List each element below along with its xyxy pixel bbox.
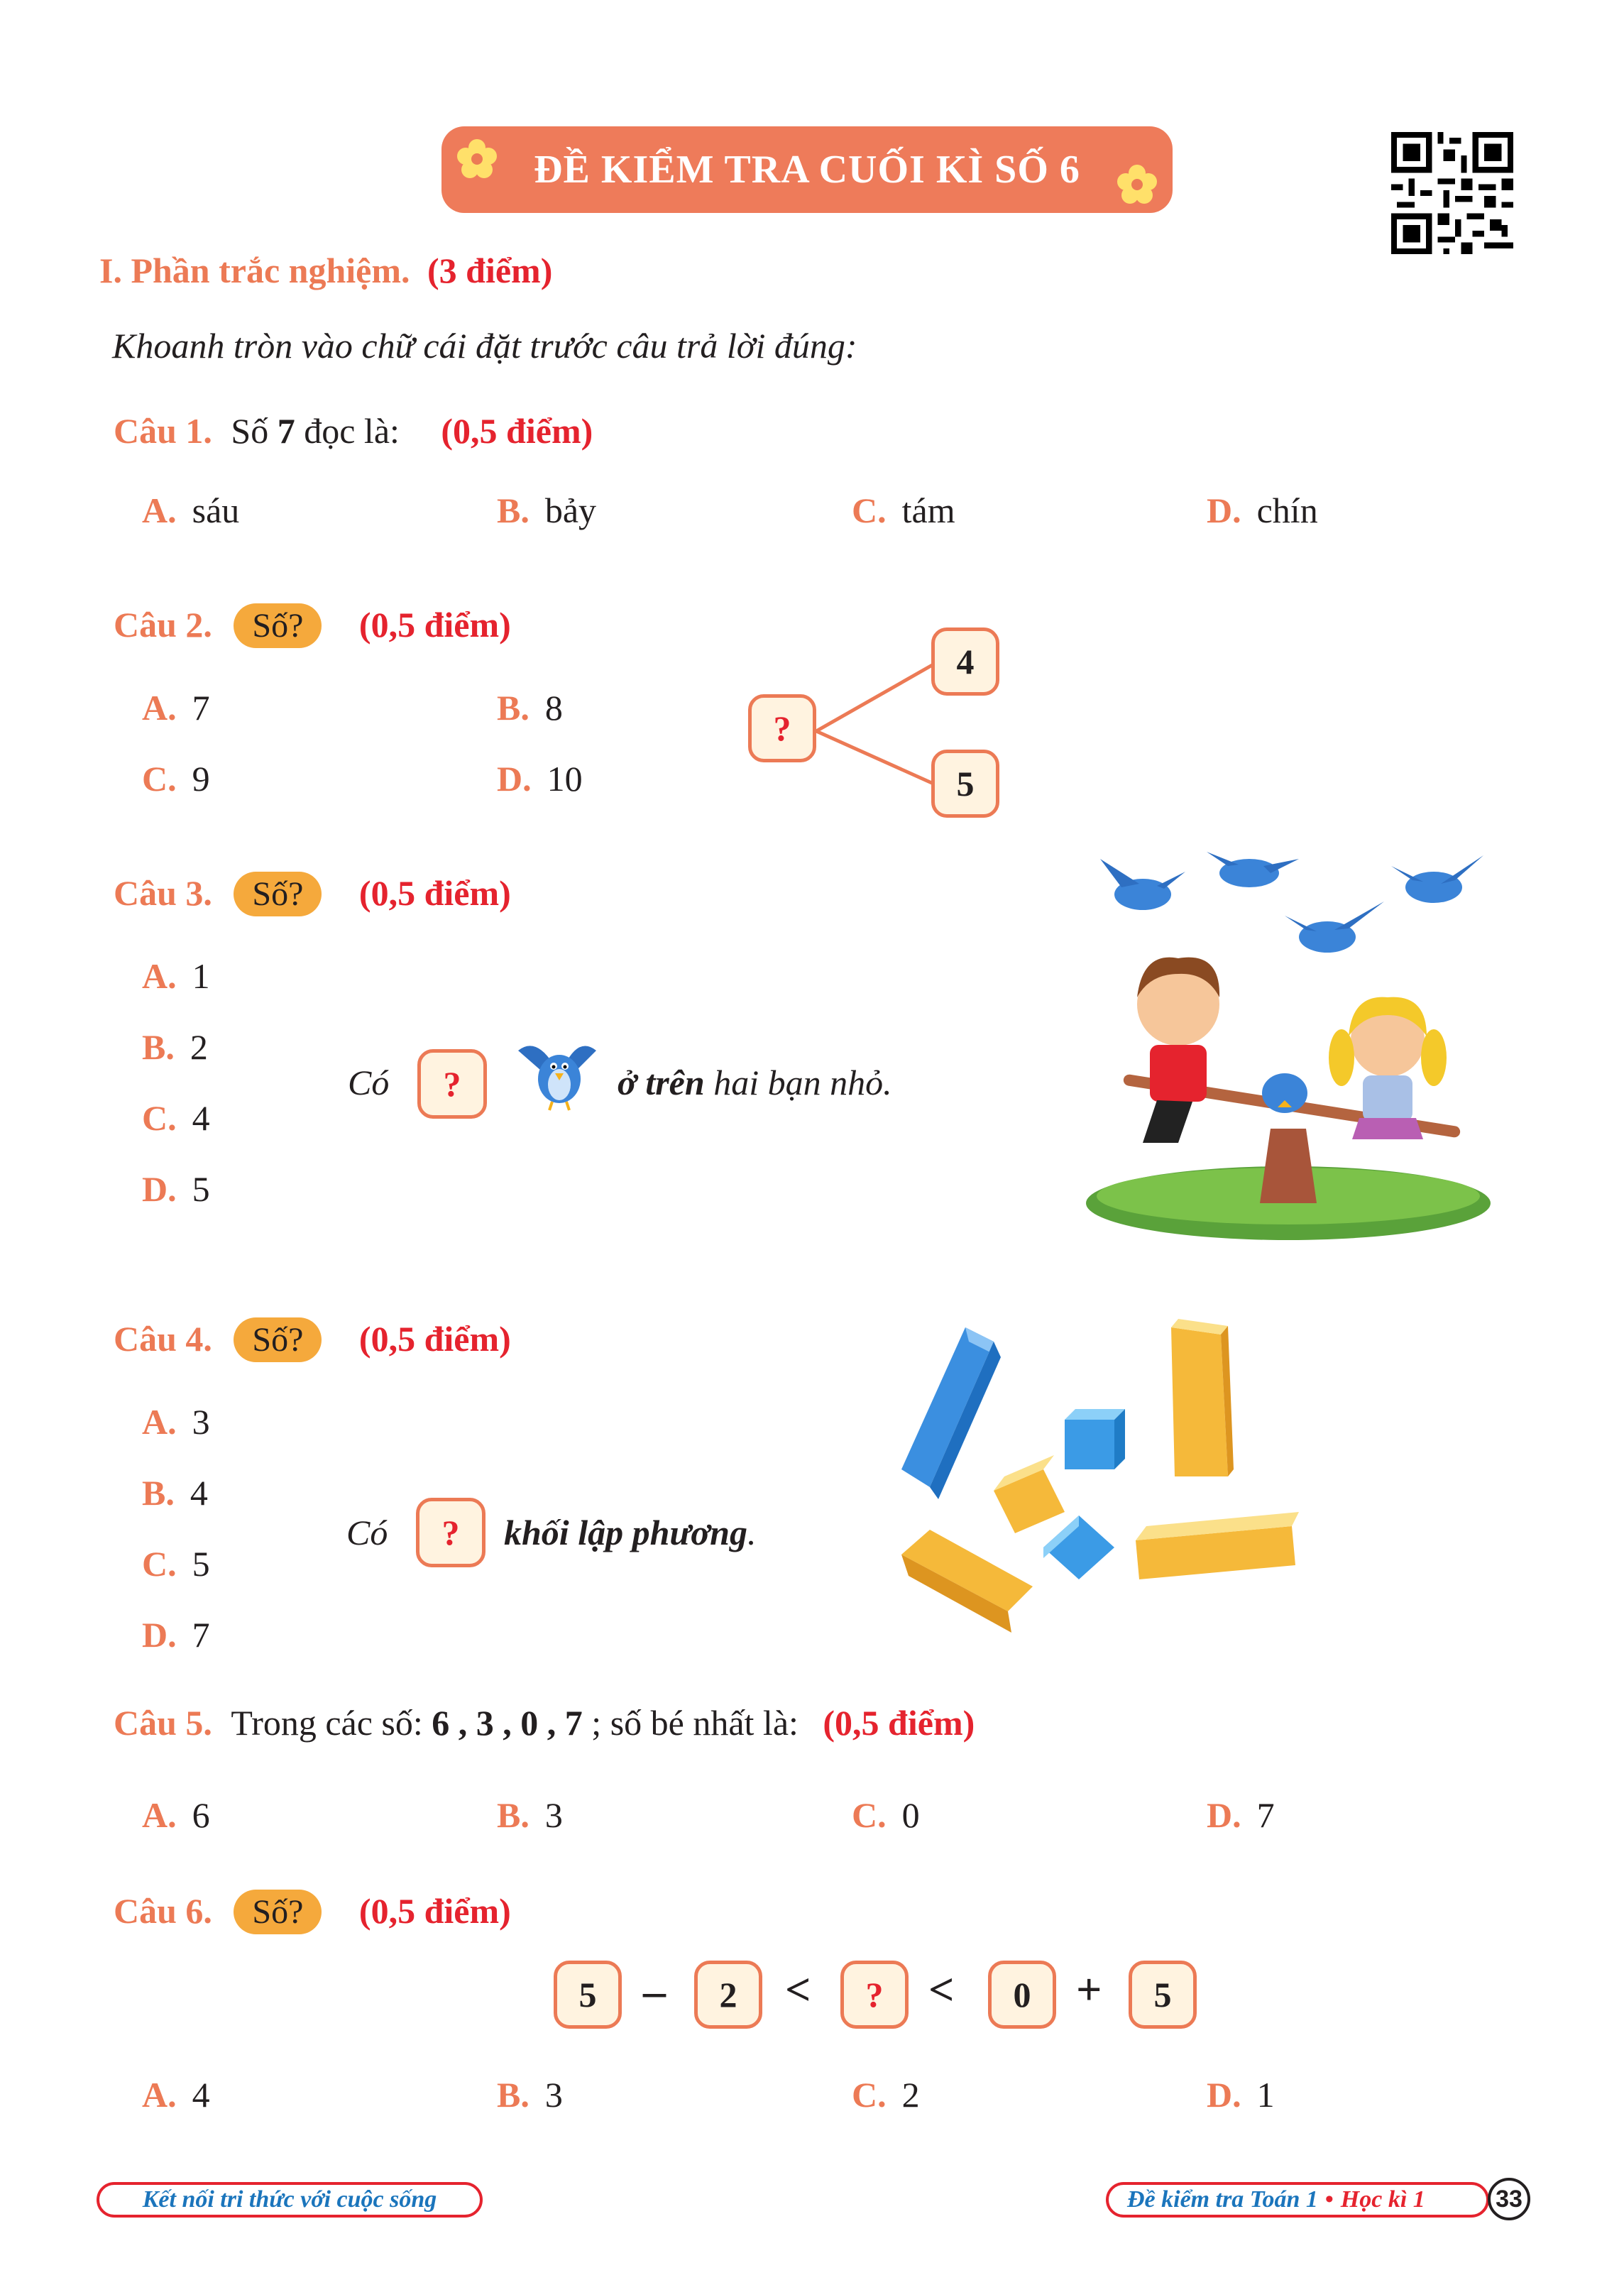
so-badge: Số? [234,1890,322,1934]
bird-icon [1100,859,1185,910]
q4-sentence-pre: Có [346,1513,388,1552]
bird-icon [1207,852,1299,887]
question-6: Câu 6. Số? (0,5 điểm) [114,1890,511,1934]
so-badge: Số? [234,603,322,648]
q3-sentence: ở trên hai bạn nhỏ. [618,1063,892,1102]
q1-option-d[interactable]: D. chín [1207,490,1318,530]
flower-icon [456,138,498,180]
bird-icon [1391,855,1483,903]
q3-sentence-pre: Có [348,1063,390,1102]
q4-answer-box[interactable]: ? [416,1498,485,1567]
number-bond-top: 4 [931,627,999,696]
q2-option-d[interactable]: D. 10 [497,759,583,799]
q2-option-b[interactable]: B. 8 [497,688,563,728]
q2-option-c[interactable]: C. 9 [142,759,210,799]
minus-sign: – [643,1966,666,2016]
q5-option-b[interactable]: B. 3 [497,1795,563,1835]
page-title: ĐỀ KIỂM TRA CUỐI KÌ SỐ 6 [534,148,1080,192]
blue-cube [1043,1516,1114,1579]
less-than-sign: < [928,1964,955,2015]
number-bond-root: ? [748,694,816,762]
so-badge: Số? [234,1317,322,1362]
q6-option-a[interactable]: A. 4 [142,2075,210,2115]
q1-option-a[interactable]: A. sáu [142,490,240,530]
q4-sentence: khối lập phương. [504,1513,757,1552]
blue-prism [901,1327,1001,1499]
q1-option-c[interactable]: C. tám [852,490,955,530]
q5-option-c[interactable]: C. 0 [852,1795,920,1835]
q4-option-b[interactable]: B. 4 [142,1473,208,1513]
flower-icon [1116,163,1158,206]
yellow-prism [1171,1319,1234,1476]
q4-option-c[interactable]: C. 5 [142,1544,210,1584]
blocks-illustration [894,1313,1306,1640]
q3-option-b[interactable]: B. 2 [142,1027,208,1067]
q2-option-a[interactable]: A. 7 [142,688,210,728]
qr-code[interactable] [1391,132,1513,254]
yellow-prism [1136,1512,1299,1579]
q6-option-b[interactable]: B. 3 [497,2075,563,2115]
q6-option-c[interactable]: C. 2 [852,2075,920,2115]
less-than-sign: < [785,1964,811,2015]
q3-option-d[interactable]: D. 5 [142,1169,210,1209]
question-1: Câu 1. Số 7 đọc là: (0,5 điểm) [114,411,593,451]
instruction: Khoanh tròn vào chữ cái đặt trước câu trả lời đúng: [112,326,857,366]
title-banner [441,126,1173,213]
question-2: Câu 2. Số? (0,5 điểm) [114,603,511,648]
q3-option-c[interactable]: C. 4 [142,1098,210,1138]
expr-box-2: 2 [694,1961,762,2029]
yellow-prism [901,1530,1033,1633]
yellow-cube [994,1455,1065,1533]
expr-box-1: 5 [554,1961,622,2029]
bird-icon [1285,901,1384,953]
blue-cube [1065,1409,1125,1469]
plus-sign: + [1076,1964,1102,2015]
question-3: Câu 3. Số? (0,5 điểm) [114,872,511,916]
footer-book: Đề kiểm tra Toán 1 • Học kì 1 [1106,2182,1489,2218]
q5-option-a[interactable]: A. 6 [142,1795,210,1835]
number-bond-bottom: 5 [931,750,999,818]
q6-option-d[interactable]: D. 1 [1207,2075,1275,2115]
bird-icon [504,1022,610,1114]
footer-series: Kết nối tri thức với cuộc sống [97,2182,483,2218]
page-number: 33 [1488,2178,1530,2220]
expr-box-4: 0 [988,1961,1056,2029]
q1-option-b[interactable]: B. bảy [497,490,597,530]
expr-box-5: 5 [1129,1961,1197,2029]
q3-option-a[interactable]: A. 1 [142,956,210,996]
question-5: Câu 5. Trong các số: 6 , 3 , 0 , 7 ; số bé nhất là: (0,5 điểm) [114,1703,975,1743]
q4-option-d[interactable]: D. 7 [142,1615,210,1655]
so-badge: Số? [234,872,322,916]
seesaw-illustration [1072,845,1491,1242]
section-heading: I. Phần trắc nghiệm. (3 điểm) [99,251,553,290]
question-4: Câu 4. Số? (0,5 điểm) [114,1317,511,1362]
q5-option-d[interactable]: D. 7 [1207,1795,1275,1835]
q3-answer-box[interactable]: ? [417,1049,487,1119]
q4-option-a[interactable]: A. 3 [142,1402,210,1442]
expr-answer-box[interactable]: ? [840,1961,909,2029]
